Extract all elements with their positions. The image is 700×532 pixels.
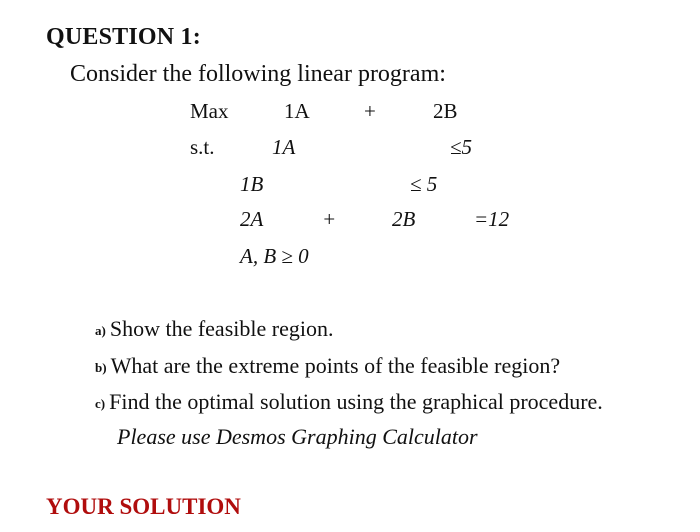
part-c xyxy=(95,389,603,415)
part-c-letter: c) xyxy=(95,396,106,411)
part-b xyxy=(95,353,560,379)
objective-term-b: 2B xyxy=(433,99,458,123)
constraint-1-term-a: 1A xyxy=(272,135,296,159)
desmos-note: Please use Desmos Graphing Calculator xyxy=(117,424,478,449)
constraint-3-term-b: 2B xyxy=(392,207,416,231)
nonnegativity-constraint: A, B ≥ 0 xyxy=(240,244,309,268)
objective-term-a: 1A xyxy=(284,99,310,123)
question-intro: Consider the following linear program: xyxy=(70,61,446,87)
part-b-letter: b) xyxy=(95,360,107,375)
subject-to-label: s.t. xyxy=(190,135,215,159)
part-a-letter: a) xyxy=(95,323,106,338)
constraint-1-rhs: ≤5 xyxy=(450,135,473,159)
constraint-2-term-b: 1B xyxy=(240,172,264,196)
part-a xyxy=(95,316,333,342)
question-title: QUESTION 1: xyxy=(46,24,201,50)
objective-label: Max xyxy=(190,99,229,123)
objective-plus: + xyxy=(364,99,376,123)
constraint-2-rhs: ≤ 5 xyxy=(410,172,438,196)
constraint-3-term-a: 2A xyxy=(240,207,264,231)
constraint-3-rhs: =12 xyxy=(474,207,510,231)
part-c-text: Find the optimal solution using the graphical procedure. xyxy=(109,389,603,414)
part-a-text: Show the feasible region. xyxy=(109,316,334,341)
part-b-text: What are the extreme points of the feasible region? xyxy=(110,353,561,378)
your-solution-label: YOUR SOLUTION xyxy=(46,494,241,519)
constraint-3-plus: + xyxy=(322,207,337,231)
